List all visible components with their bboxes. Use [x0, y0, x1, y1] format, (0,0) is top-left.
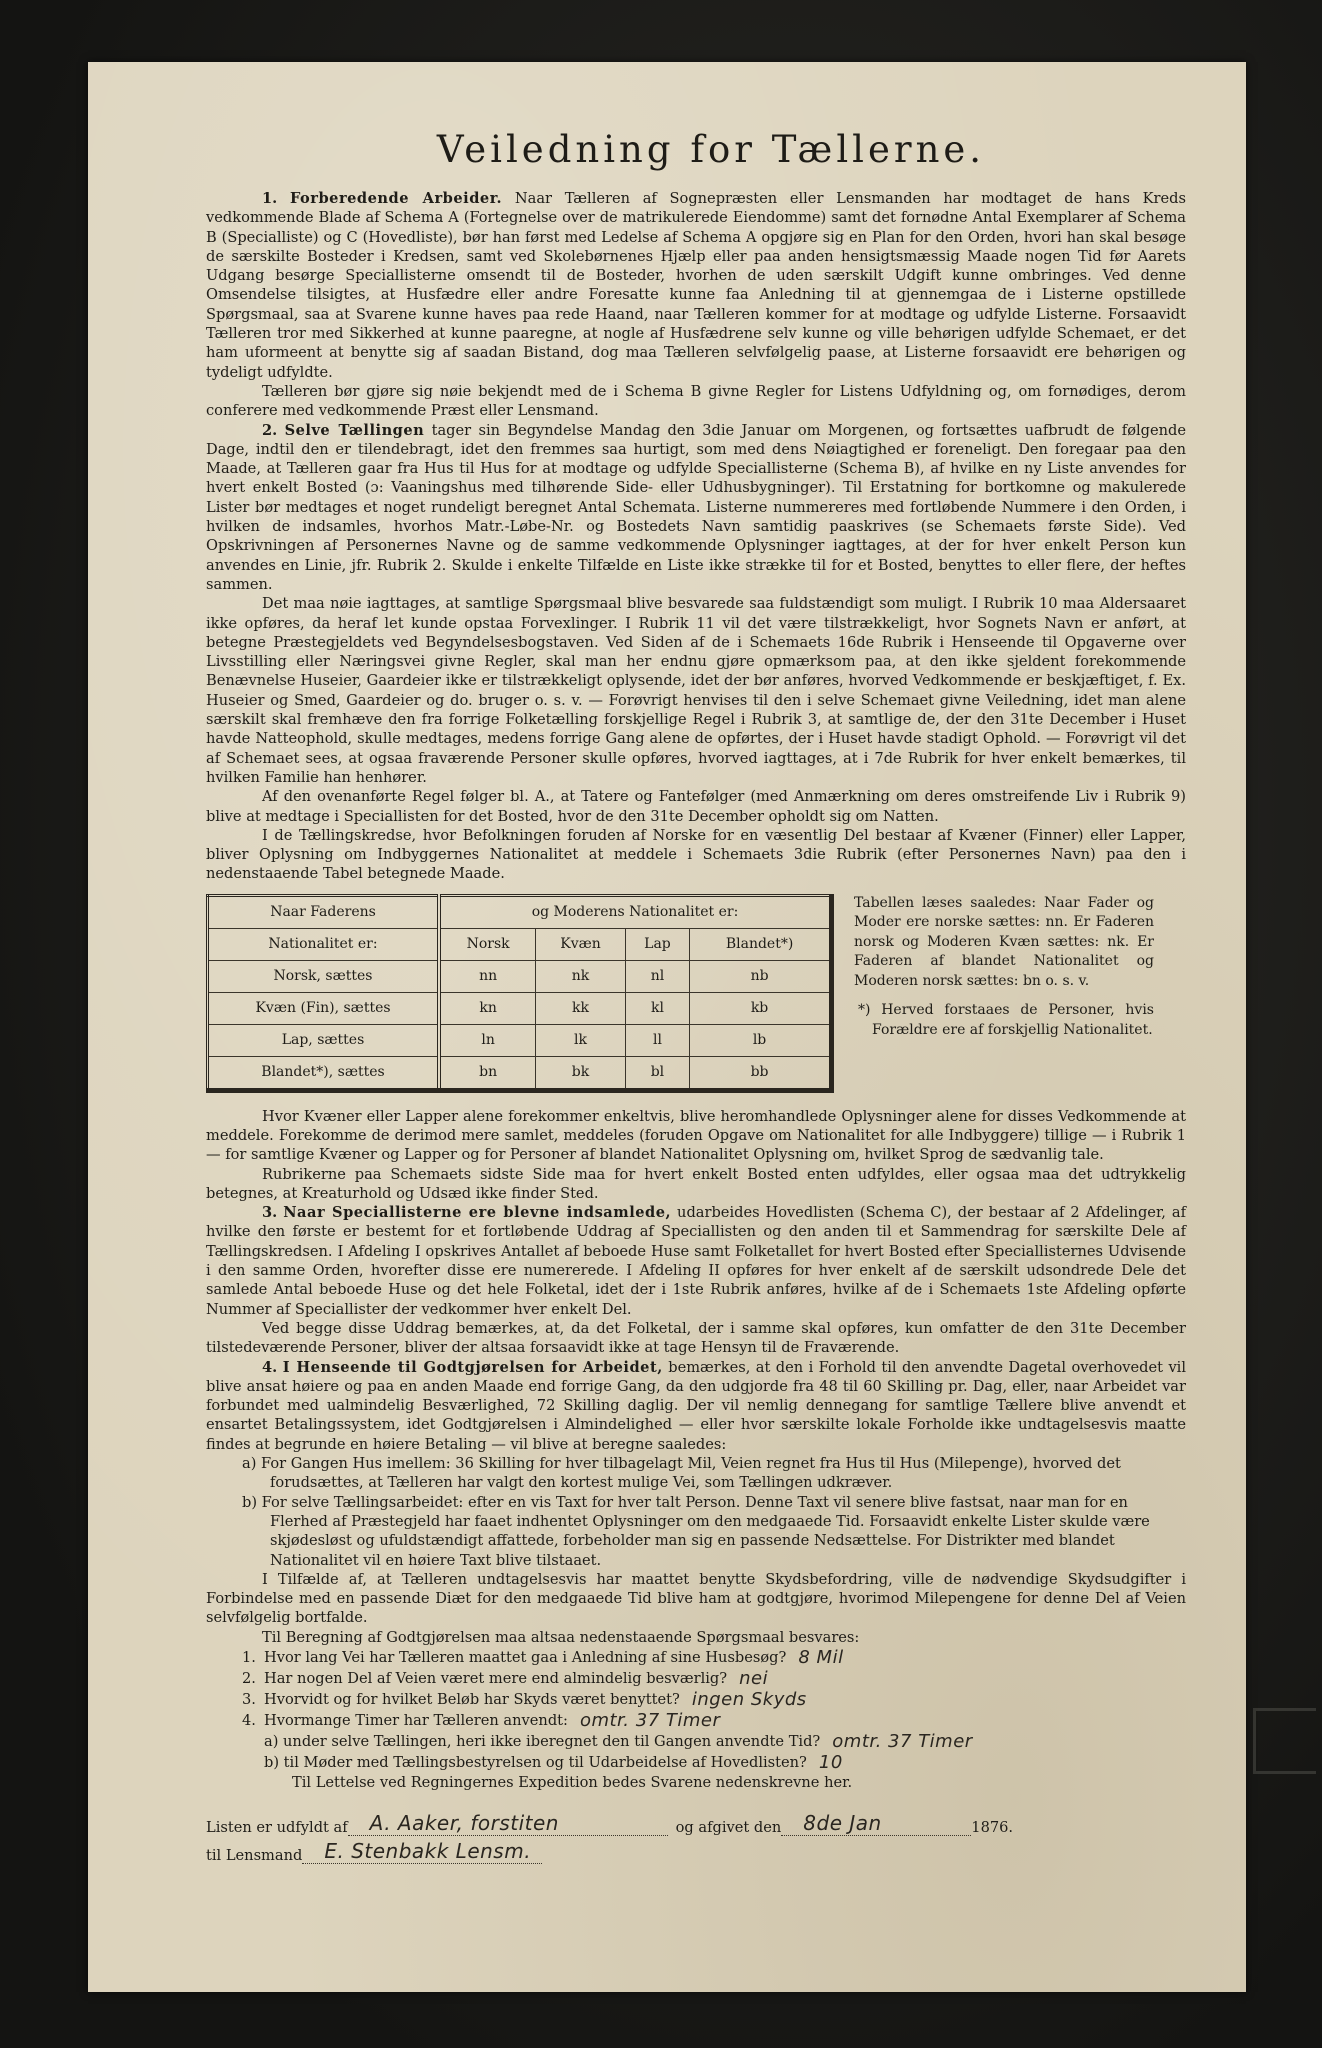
row-label: Kvæn (Fin), sættes: [208, 992, 440, 1024]
filler-name-field: [348, 1813, 668, 1836]
nationality-block: [206, 894, 1186, 1093]
table-cell: kl: [625, 992, 689, 1024]
section-4-text: bemærkes, at den i Forhold til den anvendte Dagetal overhovedet vil blive ansat høiere og paa en anden Maade end forrige Gang, da den udgjorde fra 48 til 60 Skilling pr. Dag, eller, naar Arbeidet var forbundet med ualmindelig Besværlighed, 72 Skilling daglig. Der vil nemlig dennegang for samtlige Tællere blive anvendt et ensartet Betalingssystem, idet Godtgjørelsen i Almindelighed — eller hvor særskilte lokale Forholde ikke undtagelsesvis maatte findes at begrunde en høiere Betaling — vil blive at beregne saaledes:: [206, 1358, 1187, 1453]
document-page: [88, 62, 1246, 1992]
question-text: Har nogen Del af Veien været mere end almindelig besværlig?: [264, 1670, 728, 1687]
payment-item-b: b) For selve Tællingsarbeidet: efter en vis Taxt for hver talt Person. Denne Taxt vil senere blive fastsat, naar man for en Flerhed af Præstegjeld har faaet indhentet Oplysninger om den medgaaede Tid. Forsaavidt enkelte Lister skulde være skjødesløst og ufuldstændigt affattede, forbeholder man sig en passende Nedsættelse. For Distrikter med blandet Nationalitet vil en høiere Taxt blive tilstaaet.: [242, 1493, 1150, 1569]
table-row: [208, 1024, 832, 1056]
handwritten-recipient: E. Stenbakk Lensm.: [324, 1839, 532, 1864]
table-cell: lk: [536, 1024, 626, 1056]
table-cell: bk: [536, 1056, 626, 1090]
section-2-heading: Selve Tællingen: [284, 421, 425, 439]
row-label: Blandet*), sættes: [208, 1056, 440, 1090]
table-row: [208, 960, 832, 992]
section-1-paragraph-1: [206, 189, 1186, 382]
recipient-line: [206, 1836, 1186, 1864]
section-1-number: 1.: [262, 190, 278, 207]
section-4-paragraph-1: [206, 1358, 1186, 1454]
section-2-paragraph-1: [206, 421, 1186, 595]
signature-mid: og afgivet den: [675, 1819, 782, 1837]
column-header: Kvæn: [536, 928, 626, 960]
signature-year: 1876.: [971, 1819, 1014, 1837]
question-3: [242, 1689, 1186, 1710]
section-3-text: udarbeides Hovedlisten (Schema C), der bestaar af 2 Afdelinger, af hvilke den første er bestemt for et fortløbende Uddrag af Speciallisten og den anden til et Sammendrag for særskilte Dele af Tællingskredsen. I Afdeling I opskrives Antallet af beboede Huse samt Folketallet for hvert Bosted efter Speciallisternes Udvisende i den samme Orden, hvorefter disse ere numererede. I Afdeling II opføres for hver enkelt af de særskilt udsondrede Dele det samlede Antal beboede Huse og det hele Folketal, idet der i 1ste Rubrik anføres, hvilke af de i Schemaets 1ste Afdeling opførte Nummer af Speciallister der vedkommer hver enkelt Del.: [206, 1204, 1186, 1318]
section-3-paragraph-2: Ved begge disse Uddrag bemærkes, at, da det Folketal, der i samme skal opføres, kun omfatter de den 31te December tilstedeværende Personer, bliver der altsaa forsaavidt ikke at tage Hensyn til de Fraværende.: [206, 1319, 1186, 1357]
recipient-prefix: til Lensmand: [206, 1847, 303, 1865]
section-2-text: tager sin Begyndelse Mandag den 3die Januar om Morgenen, og fortsættes uafbrudt de følgende Dage, indtil den er tilendebragt, idet den fremmes saa hurtigt, som med dens Nøiagtighed er foreneligt. Den foregaar paa den Maade, at Tælleren gaar fra Hus til Hus for at modtage og udfylde Speciallisterne (Schema B), af hvilke en ny Liste anvendes for hvert enkelt Bosted (ɔ: Vaaningshus med tilhørende Side- eller Udhusbygninger). Til Erstatning for bortkomne og makulerede Lister bør medtages et noget rundeligt beregnet Antal Schemata. Listerne nummereres med fortløbende Nummere i den Orden, i hvilken de indsamles, hvorhos Matr.-Løbe-Nr. og Bostedets Navn samtidig paaskrives (se Schemaets første Side). Ved Opskrivningen af Personernes Navne og de samme vedkommende Oplysninger iagttages, at der for hver enkelt Person kun anvendes en Linie, jfr. Rubrik 2. Skulde i enkelte Tilfælde en Liste ikke strække til for et Bosted, benyttes to eller flere, der heftes sammen.: [206, 421, 1186, 593]
table-cell: bl: [625, 1056, 689, 1090]
table-cell: nb: [690, 960, 832, 992]
recipient-field: [302, 1841, 542, 1864]
section-3-number: 3.: [262, 1204, 278, 1222]
table-corner-bottom: Nationalitet er:: [208, 928, 440, 960]
question-number: 2.: [242, 1670, 256, 1687]
table-cell: bb: [690, 1056, 832, 1090]
closing-note: Til Lettelse ved Regningernes Expedition bedes Svarene nedenskrevne her.: [292, 1774, 853, 1791]
section-1-paragraph-2: Tælleren bør gjøre sig nøie bekjendt med de i Schema B givne Regler for Listens Udfyldning og, om fornødiges, derom conferere med vedkommende Præst eller Lensmand.: [206, 382, 1186, 420]
section-1-text: Naar Tælleren af Sognepræsten eller Lensmanden har modtaget de hans Kreds vedkommende Blade af Schema A (Fortegnelse over de matrikulerede Eiendomme) samt det fornødne Antal Exemplarer af Schema B (Specialliste) og C (Hovedliste), bør han først med Ledelse af Schema A opgjøre sig en Plan for den Orden, hvori han skal besøge de særskilte Bosteder i Kredsen, samt ved Skolebørnenes Hjælp eller paa anden hensigtsmæssig Maade nogen Tid før Aarets Udgang besørge Speciallisterne omsendt til de Bosteder, hvorhen de uden særskilt Udgift kunne ombringes. Ved denne Omsendelse tilsigtes, at Husfædre eller andre Foresatte kunne faa Anledning til at gjennemgaa de i Listerne opstillede Spørgsmaal, saa at Svarene kunne haves paa rede Haand, naar Tælleren kommer for at modtage og udfylde Listerne. Forsaavidt Tælleren tror med Sikkerhed at kunne paaregne, at nogle af Husfædrene selv kunne og ville behørigen udfylde Schemaet, er det ham uformeent at benytte sig af saadan Bistand, dog maa Tælleren selvfølgelig paase, at Listerne forsaavidt ere behørigen og tydeligt udfyldte.: [206, 190, 1186, 381]
handwritten-answer: 10: [818, 1752, 843, 1773]
table-cell: nl: [625, 960, 689, 992]
column-header: Norsk: [439, 928, 536, 960]
section-2-paragraph-4: I de Tællingskredse, hvor Befolkningen foruden af Norske for en væsentlig Del bestaar af Kvæner (Finner) eller Lapper, bliver Oplysning om Indbyggernes Nationalitet at meddele i Schemaets 3die Rubrik (efter Personernes Navn) paa den i nedenstaaende Tabel betegnede Maade.: [206, 826, 1186, 883]
handwritten-date: 8de Jan: [803, 1811, 882, 1836]
table-cell: lb: [690, 1024, 832, 1056]
column-header: Lap: [625, 928, 689, 960]
table-reading-note: Tabellen læses saaledes: Naar Fader og Moder ere norske sættes: nn. Er Faderen norsk og Moderen Kvæn sættes: nk. Er Faderen af blandet Nationalitet og Moderen norsk sættes: bn o. s. v.: [854, 894, 1154, 989]
table-cell: nn: [439, 960, 536, 992]
table-footnote: *) Herved forstaaes de Personer, hvis Forældre ere af forskjellig Nationalitet.: [858, 1002, 1154, 1038]
handwritten-answer: omtr. 37 Timer: [832, 1731, 973, 1752]
question-text: a) under selve Tællingen, heri ikke iberegnet den til Gangen anvendte Tid?: [264, 1733, 821, 1750]
question-1: [242, 1647, 1186, 1668]
section-2-number: 2.: [262, 421, 278, 439]
after-table-paragraph-1: Hvor Kvæner eller Lapper alene forekommer enkeltvis, blive heromhandlede Oplysninger alene for disses Vedkommende at meddele. Forekomme de derimod mere samlet, meddeles (foruden Opgave om Nationalitet for alle Indbyggere) tillige — i Rubrik 1 — for samtlige Kvæner og Lapper og for Personer af blandet Nationalitet Oplysning om, hvilket Sprog de sædvanlig tale.: [206, 1107, 1186, 1164]
question-number: 3.: [242, 1691, 256, 1708]
table-cell: kn: [439, 992, 536, 1024]
nationality-table: [206, 894, 834, 1093]
table-cell: kk: [536, 992, 626, 1024]
question-text: Hvormange Timer har Tælleren anvendt:: [264, 1712, 568, 1729]
section-4-paragraph-3: Til Beregning af Godtgjørelsen maa altsaa nedenstaaende Spørgsmaal besvares:: [262, 1628, 860, 1646]
signature-line: [206, 1806, 1186, 1836]
question-4a: [242, 1731, 1186, 1752]
handwritten-answer: nei: [739, 1668, 769, 1689]
section-4-number: 4.: [262, 1358, 278, 1376]
scanner-edge-mark: [1253, 1708, 1316, 1774]
handwritten-filler-name: A. Aaker, forstiten: [369, 1811, 559, 1836]
table-cell: nk: [536, 960, 626, 992]
section-2-paragraph-2: Det maa nøie iagttages, at samtlige Spørgsmaal blive besvarede saa fuldstændigt som muligt. I Rubrik 10 maa Aldersaaret ikke opføres, da heraf let kunde opstaa Forvexlinger. I Rubrik 11 vil det være tilstrækkeligt, hvor Sognets Navn er anført, at betegne Præstegjeldets ved Begyndelsesbogstaven. Ved Siden af de i Schemaets 16de Rubrik i Henseende til Opgaverne over Livsstilling eller Næringsvei givne Regler, skal man her endnu gjøre opmærksom paa, at den ikke sjeldent forekommende Benævnelse Huseier, Gaardeier ikke er tilstrækkeligt oplysende, idet der bør anføres, hvorved Vedkommende er beskjæftiget, f. Ex. Huseier og Smed, Gaardeier og do. bruger o. s. v. — Forøvrigt henvises til den i selve Schemaet givne Veiledning, idet man alene særskilt skal fremhæve den fra forrige Folketælling forskjellige Regel i Rubrik 3, at samtlige de, der den 31te December i Huset havde Natteophold, skulle medtages, medens forrige Gang alene de opførtes, der i Huset havde stadigt Ophold. — Forøvrigt vil det af Schemaet sees, at ogsaa fraværende Personer skulle opføres, hvorved iagttages, at i 7de Rubrik for hver enkelt bemærkes, til hvilken Familie han henhører.: [206, 595, 1186, 786]
handwritten-answer: ingen Skyds: [691, 1689, 807, 1710]
question-text: Hvorvidt og for hvilket Beløb har Skyds været benyttet?: [264, 1691, 680, 1708]
page-title: Veiledning for Tællerne.: [436, 128, 986, 171]
handwritten-answer: omtr. 37 Timer: [579, 1710, 721, 1731]
section-2-paragraph-3: Af den ovenanførte Regel følger bl. A., at Tatere og Fantefølger (med Anmærkning om deres omstreifende Liv i Rubrik 9) blive at medtage i Speciallisten for det Bosted, hvor de den 31te December opholdt sig om Natten.: [206, 788, 1186, 825]
payment-item-a: a) For Gangen Hus imellem: 36 Skilling for hver tilbagelagt Mil, Veien regnet fra Hus til Hus (Milepenge), hvorved det forudsættes, at Tælleren har valgt den kortest mulige Vei, som Tællingen udkræver.: [242, 1455, 1121, 1492]
table-row: [208, 1056, 832, 1090]
payment-items: [206, 1454, 1186, 1570]
section-1-heading: Forberedende Arbeider.: [289, 190, 503, 207]
table-cell: ll: [625, 1024, 689, 1056]
date-field: [781, 1813, 971, 1836]
section-3-paragraph-1: [206, 1203, 1186, 1319]
question-text: Hvor lang Vei har Tælleren maattet gaa i Anledning af sine Husbesøg?: [264, 1649, 787, 1666]
row-label: Lap, sættes: [208, 1024, 440, 1056]
row-label: Norsk, sættes: [208, 960, 440, 992]
section-4-heading: I Henseende til Godtgjørelsen for Arbeidet,: [282, 1358, 663, 1376]
table-cell: ln: [439, 1024, 536, 1056]
table-explanation: [834, 894, 1154, 1093]
section-3-heading: Naar Speciallisterne ere blevne indsamlede,: [283, 1204, 672, 1222]
signature-prefix: Listen er udfyldt af: [206, 1819, 348, 1837]
question-number: 4.: [242, 1712, 256, 1729]
section-4-paragraph-2: I Tilfælde af, at Tælleren undtagelsesvis har maattet benytte Skydsbefordring, ville de nødvendige Skydsudgifter i Forbindelse med en passende Diæt for den medgaaede Tid blive ham at godtgjøre, hvorimod Milepengene for denne Del af Veien selvfølgelig bortfalde.: [206, 1570, 1186, 1627]
table-group-header: og Moderens Nationalitet er:: [439, 895, 832, 928]
question-4b: [242, 1752, 1186, 1773]
question-number: 1.: [242, 1649, 256, 1666]
question-list: [206, 1647, 1186, 1792]
table-corner-top: Naar Faderens: [208, 895, 440, 928]
question-4: [242, 1710, 1186, 1731]
table-cell: bn: [439, 1056, 536, 1090]
question-2: [242, 1668, 1186, 1689]
table-row: [208, 992, 832, 1024]
table-column-row: [208, 928, 832, 960]
question-text: b) til Møder med Tællingsbestyrelsen og til Udarbeidelse af Hovedlisten?: [264, 1754, 807, 1771]
table-header-row: [208, 895, 832, 928]
table-cell: kb: [690, 992, 832, 1024]
after-table-paragraph-2: Rubrikerne paa Schemaets sidste Side maa for hvert enkelt Bosted enten udfyldes, eller ogsaa maa det udtrykkelig betegnes, at Kreaturhold og Udsæd ikke finder Sted.: [206, 1165, 1186, 1202]
handwritten-answer: 8 Mil: [798, 1647, 844, 1668]
column-header: Blandet*): [690, 928, 832, 960]
